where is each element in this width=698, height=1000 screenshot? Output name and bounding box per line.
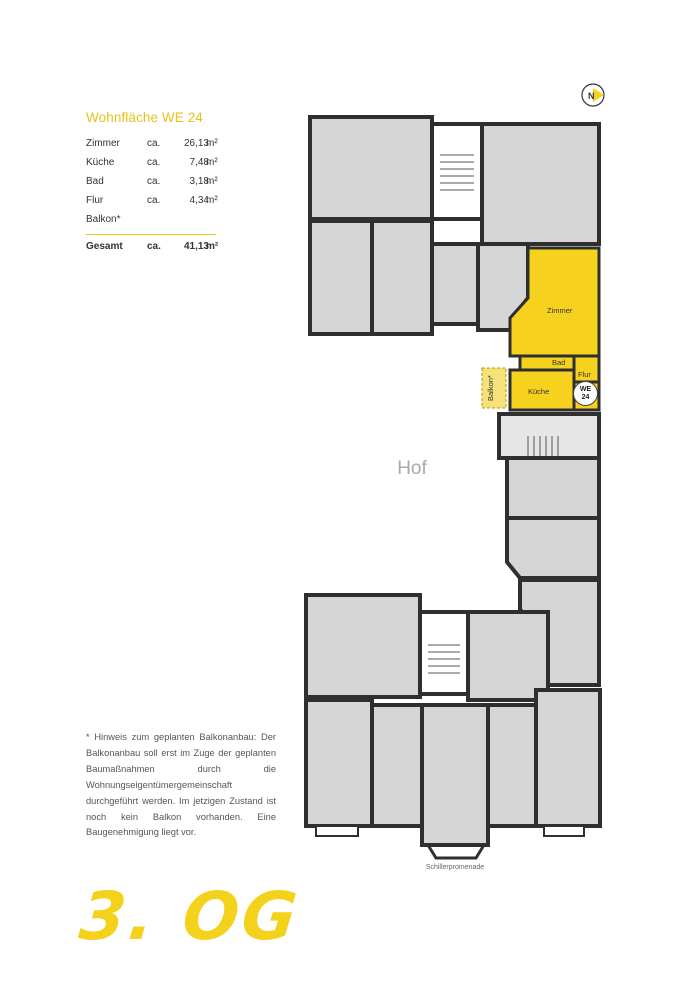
area-row-value: 26,13 bbox=[183, 138, 209, 149]
balcony-left bbox=[316, 826, 358, 836]
compass-letter: N bbox=[588, 91, 595, 101]
area-row-value: 3,18 bbox=[189, 176, 209, 187]
area-row-ca: ca. bbox=[147, 195, 161, 206]
area-row-name: Küche bbox=[86, 157, 115, 168]
room-low-5 bbox=[536, 690, 600, 826]
floor-label: 3. OG bbox=[75, 878, 304, 955]
room-mid-center bbox=[372, 221, 432, 334]
area-title: Wohnfläche WE 24 bbox=[86, 110, 203, 125]
stairwell-middle bbox=[499, 414, 599, 458]
area-row-name: Zimmer bbox=[86, 138, 120, 149]
room-low-3 bbox=[422, 705, 488, 845]
area-row-unit: m² bbox=[206, 138, 218, 149]
street-label: Schillerpromenade bbox=[425, 864, 485, 871]
label-zimmer: Zimmer bbox=[547, 306, 573, 315]
room-side-2 bbox=[507, 518, 599, 578]
room-low-1 bbox=[306, 700, 372, 826]
room-bottom-right bbox=[468, 612, 548, 700]
room-bottom-left bbox=[306, 595, 420, 697]
area-row-unit: m² bbox=[206, 195, 218, 206]
courtyard-label: Hof bbox=[397, 458, 427, 479]
area-total-name: Gesamt bbox=[86, 241, 123, 252]
room-mid-left bbox=[310, 221, 372, 334]
room-side-1 bbox=[507, 458, 599, 518]
balcony-right bbox=[544, 826, 584, 836]
area-row-name: Flur bbox=[86, 195, 104, 206]
area-row-value: 4,34 bbox=[189, 195, 209, 206]
room-low-4 bbox=[488, 705, 536, 826]
room-top-left bbox=[310, 117, 432, 219]
unit-badge bbox=[573, 381, 598, 406]
area-total-value: 41,13 bbox=[183, 241, 209, 252]
area-row-ca: ca. bbox=[147, 176, 161, 187]
area-row-unit: m² bbox=[206, 157, 218, 168]
area-total-unit: m² bbox=[206, 241, 219, 252]
area-row-name: Bad bbox=[86, 176, 104, 187]
area-row-value: 7,48 bbox=[189, 157, 209, 168]
label-bad: Bad bbox=[552, 358, 566, 367]
room-mid-small bbox=[432, 244, 478, 324]
unit-badge-line1: WE bbox=[579, 386, 592, 393]
balcony-label: Balkon* bbox=[486, 375, 495, 401]
unit-badge-line2: 24 bbox=[581, 394, 590, 401]
room-bad bbox=[520, 356, 574, 370]
room-low-2 bbox=[372, 705, 422, 826]
balcony-note: * Hinweis zum geplanten Balkonanbau: Der Balkonanbau soll erst im Zuge der geplanten Baumaßnahmen durch die Wohnungseigentümergemeinschaft durchgeführt werden. Im jetzigen Zustand ist noch kein Balkon vorhanden. Eine Baugenehmigung liegt vor. bbox=[86, 732, 276, 838]
area-row-name: Balkon* bbox=[86, 214, 121, 225]
room-top-right bbox=[482, 124, 599, 244]
compass-icon bbox=[580, 82, 606, 108]
stairwell-bottom bbox=[420, 612, 468, 694]
stairwell-top bbox=[432, 124, 482, 219]
label-kueche: Küche bbox=[528, 387, 550, 396]
area-row-ca: ca. bbox=[147, 157, 161, 168]
label-flur: Flur bbox=[578, 370, 591, 379]
area-row-ca: ca. bbox=[147, 138, 161, 149]
area-total-ca: ca. bbox=[147, 241, 161, 252]
area-row-unit: m² bbox=[206, 176, 218, 187]
